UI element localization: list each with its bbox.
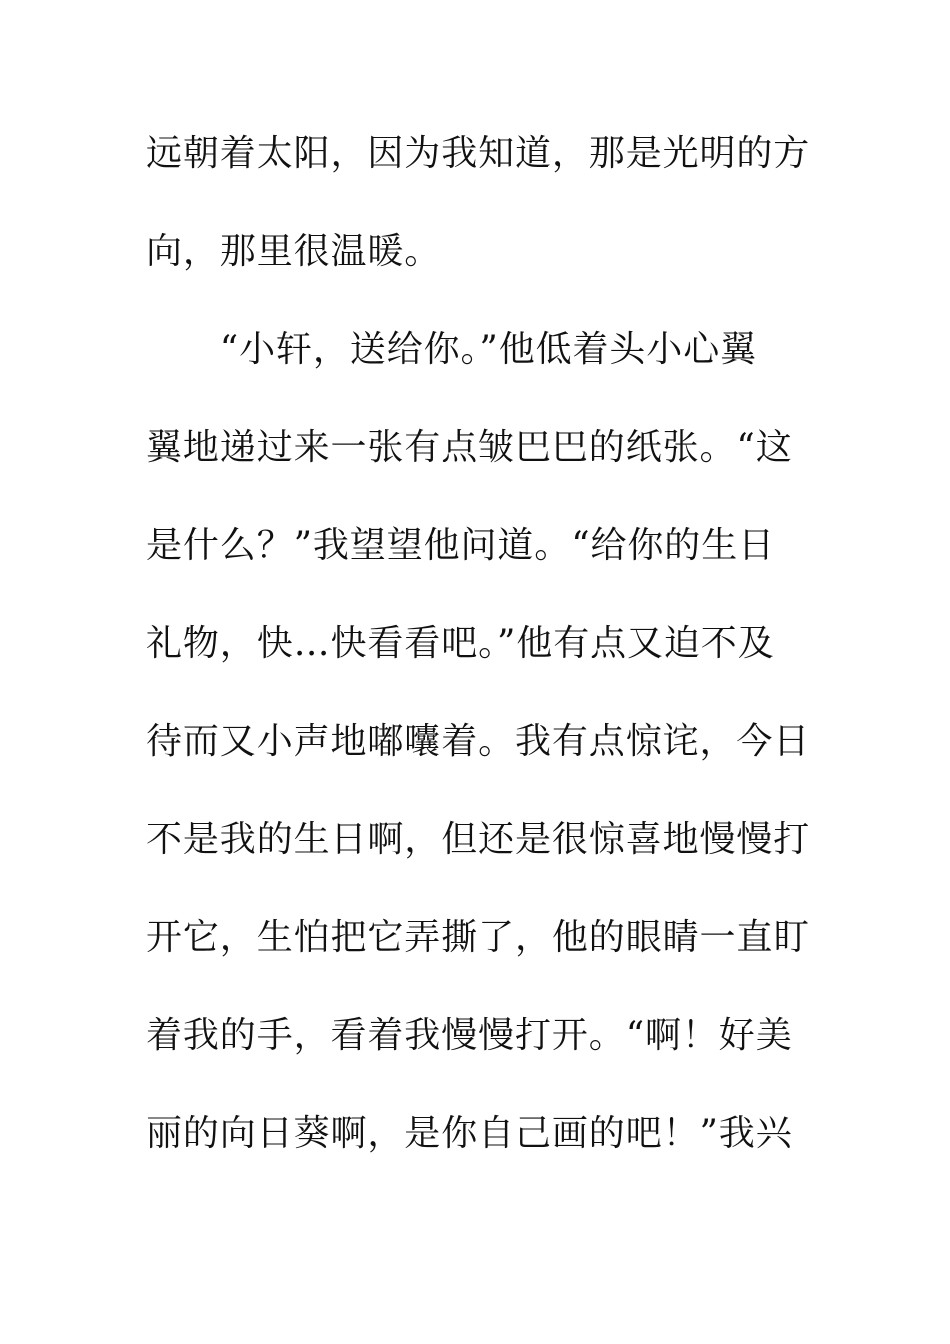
text-line-1: 远朝着太阳，因为我知道，那是光明的方 [146, 133, 811, 174]
body-text [146, 126, 810, 1204]
text-line-11: 丽的向日葵啊，是你自己画的吧！”我兴 [146, 1113, 793, 1154]
text-line-10: 着我的手，看着我慢慢打开。“啊！好美 [146, 1015, 793, 1056]
text-line-8: 不是我的生日啊，但还是很惊喜地慢慢打 [146, 819, 811, 860]
text-line-6: 礼物，快…快看看吧。”他有点又迫不及 [146, 623, 775, 664]
text-line-5: 是什么？”我望望他问道。“给你的生日 [146, 525, 776, 566]
text-line-2: 向，那里很温暖。 [146, 231, 442, 272]
text-line-9: 开它，生怕把它弄撕了，他的眼睛一直盯 [146, 917, 811, 958]
text-line-4: 翼地递过来一张有点皱巴巴的纸张。“这 [146, 427, 793, 468]
text-line-7: 待而又小声地嘟囔着。我有点惊诧，今日 [146, 721, 811, 762]
text-line-3: “小轩，送给你。”他低着头小心翼 [146, 329, 758, 370]
